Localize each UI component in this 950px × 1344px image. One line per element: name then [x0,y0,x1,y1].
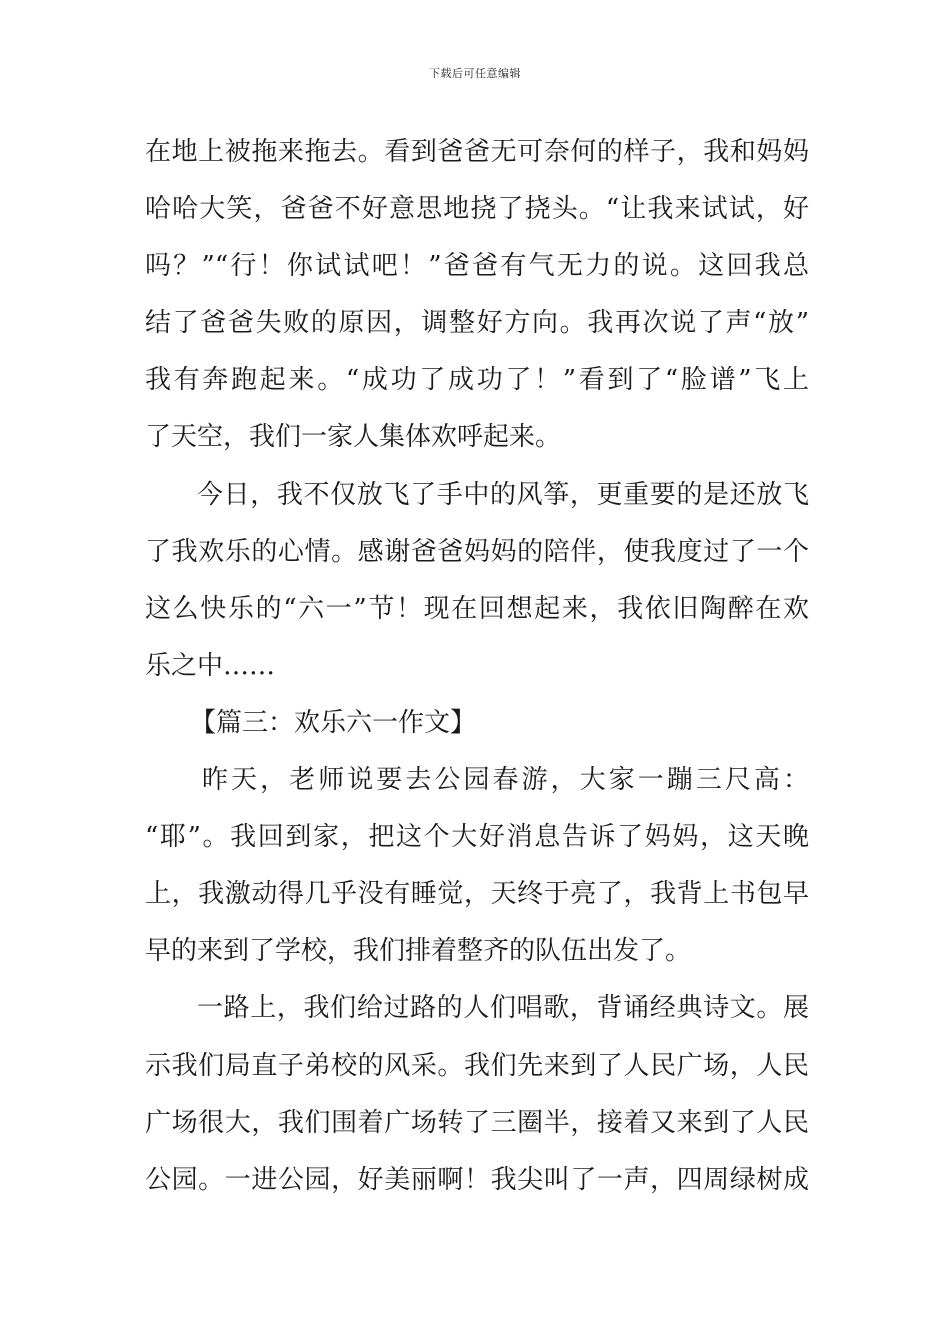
paragraph-first-line: 今日，我不仅放飞了手中的风筝，更重要的是还放飞 [197,479,809,510]
text-line: 了我欢乐的心情。感谢爸爸妈妈的陪伴，使我度过了一个 [145,536,809,567]
page-header: 下载后可任意编辑 [429,67,521,80]
text-line: 乐之中…… [145,650,276,681]
text-line: 哈哈大笑，爸爸不好意思地挠了挠头。“让我来试试，好 [145,194,809,225]
text-line: 我有奔跑起来。“成功了成功了！”看到了“脸谱”飞上 [145,365,809,396]
text-line: 这么快乐的“六一”节！现在回想起来，我依旧陶醉在欢 [145,593,809,624]
paragraph-first-line: 一路上，我们给过路的人们唱歌，背诵经典诗文。展 [197,993,809,1024]
text-line: 在地上被拖来拖去。看到爸爸无可奈何的样子，我和妈妈 [145,137,809,167]
document-body [145,124,809,1209]
text-line: 早的来到了学校，我们排着整齐的队伍出发了。 [145,936,692,967]
text-line: 上，我激动得几乎没有睡觉，天终于亮了，我背上书包早 [145,879,809,910]
text-line: 结了爸爸失败的原因，调整好方向。我再次说了声“放” [145,308,809,339]
text-line: “耶”。我回到家，把这个大好消息告诉了妈妈，这天晚 [145,822,809,853]
paragraph-first-line: 昨天，老师说要去公园春游，大家一蹦三尺高： [202,765,809,796]
text-line: 公园。一进公园，好美丽啊！我尖叫了一声，四周绿树成 [145,1164,809,1195]
text-line: 吗？”“行！你试试吧！”爸爸有气无力的说。这回我总 [145,251,809,282]
text-line: 了天空，我们一家人集体欢呼起来。 [145,422,562,453]
section-heading: 【篇三：欢乐六一作文】 [190,707,477,738]
text-line: 广场很大，我们围着广场转了三圈半，接着又来到了人民 [145,1107,809,1138]
text-line: 示我们局直子弟校的风采。我们先来到了人民广场，人民 [145,1050,809,1081]
